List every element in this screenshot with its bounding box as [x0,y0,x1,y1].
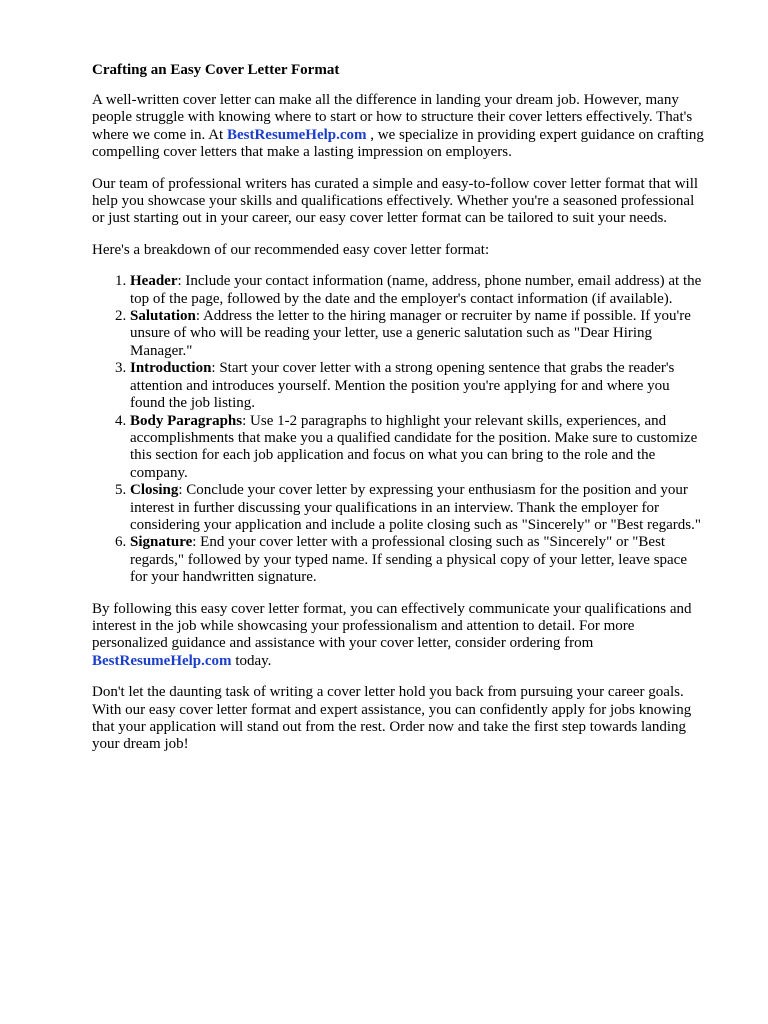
closing-paragraph: Don't let the daunting task of writing a cover letter hold you back from pursuing your career goals. With our easy cover letter format and expert assistance, you can confidently apply for jobs knowing that your application will stand out from the rest. Order now and take the first step towards landing your dream job! [92,684,692,753]
step-term: Closing [130,482,179,499]
step-description: : Conclude your cover letter by expressing your enthusiasm for the position and your interest in further discussing your qualifications in an interview. Thank the employer for considering your application and include a polite closing such as "Sincerely" or "Best regards." [130,482,702,533]
list-item-closing [130,482,708,534]
list-item-body-paragraphs [130,413,708,483]
step-term: Header [130,273,178,290]
following-paragraph [92,601,708,671]
best-resume-help-link[interactable]: BestResumeHelp.com [92,652,232,669]
intro-text-after-link: , we specialize in providing expert guidance on crafting compelling cover letters that make a lasting impression on employers. [92,126,704,161]
list-item-header [130,273,708,308]
document-title: Crafting an Easy Cover Letter Format [92,62,340,78]
step-term: Body Paragraphs [130,412,243,429]
list-item-salutation [130,308,708,360]
step-description: : Use 1-2 paragraphs to highlight your relevant skills, experiences, and accomplishments that make you a qualified candidate for the position. Make sure to customize this section for each job application and focus on what you can bring to the role and the company. [130,412,698,481]
intro-paragraph [92,92,708,162]
list-item-introduction [130,360,708,412]
format-steps-list [92,273,708,586]
step-description: : Start your cover letter with a strong opening sentence that grabs the reader's attention and introduces yourself. Mention the position you're applying for and where you found the job listing. [130,360,675,412]
following-text-after-link: today. [231,652,272,669]
team-paragraph: Our team of professional writers has curated a simple and easy-to-follow cover letter format that will help you showcase your skills and qualifications effectively. Whether you're a seasoned professional or just starting out in your career, our easy cover letter format can be tailored to suit your needs. [92,175,699,227]
breakdown-intro: Here's a breakdown of our recommended easy cover letter format: [92,241,490,258]
step-description: : Include your contact information (name, address, phone number, email address) at the top of the page, followed by the date and the employer's contact information (if available). [130,273,702,307]
step-term: Salutation [130,308,196,325]
list-item-signature [130,534,708,586]
step-term: Introduction [130,360,212,377]
following-text-before-link: By following this easy cover letter format, you can effectively communicate your qualifications and interest in the job while showcasing your professionalism and attention to detail. For more personalized guidance and assistance with your cover letter, consider ordering from [92,600,692,652]
step-description: : End your cover letter with a professional closing such as "Sincerely" or "Best regards," followed by your typed name. If sending a physical copy of your letter, leave space for your handwritten signature. [130,534,687,586]
step-description: : Address the letter to the hiring manager or recruiter by name if possible. If you're unsure of who will be reading your letter, use a generic salutation such as "Dear Hiring Manager." [130,308,691,359]
step-term: Signature [130,534,193,551]
intro-text-before-link: A well-written cover letter can make all the difference in landing your dream job. However, many people struggle with knowing where to start or how to structure their cover letters effectively. That's where we come in. At [92,92,693,143]
best-resume-help-link[interactable]: BestResumeHelp.com [226,126,367,143]
